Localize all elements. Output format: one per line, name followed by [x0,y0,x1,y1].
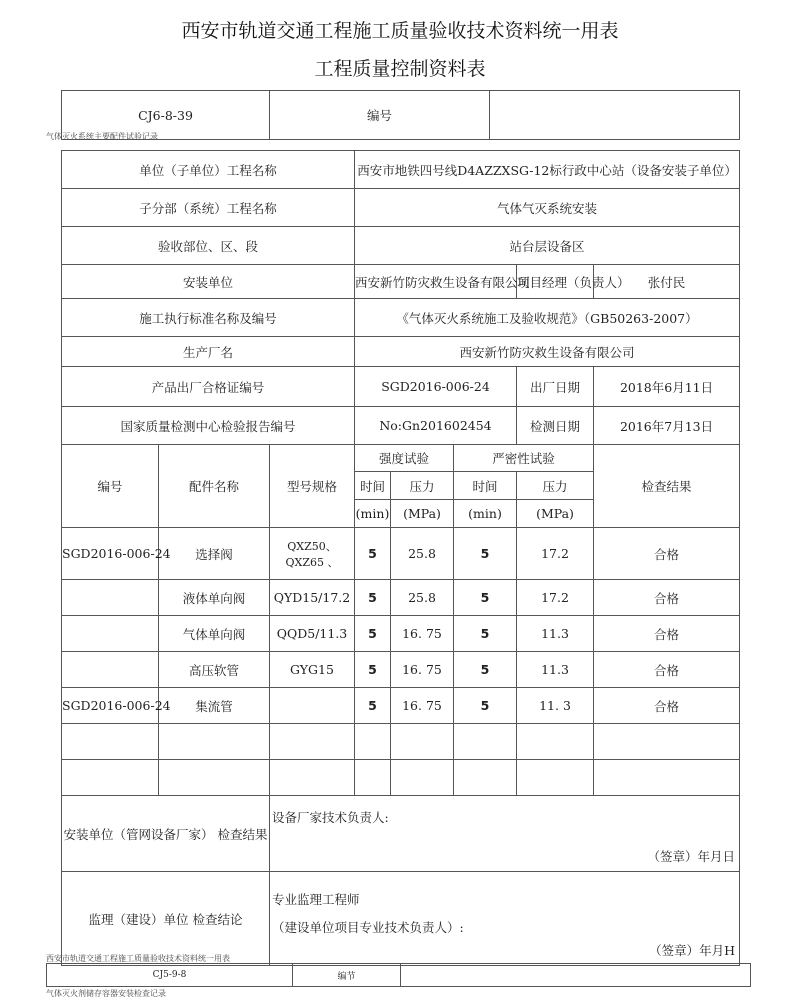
strength-pressure-header: 压力 [391,472,454,500]
strength-time-unit: (min) [355,500,391,528]
report-value: No:Gn201602454 [355,407,517,445]
table-row [62,528,740,580]
test-date-label: 检测日期 [517,407,594,445]
seal-time-unit: (min) [454,500,517,528]
row-seal-time: 5 [454,688,517,724]
factory-date-label: 出厂日期 [517,367,594,407]
col-result-header: 检查结果 [594,445,740,528]
unit-value: 西安市地铁四号线D4AZZXSG-12标行政中心站（设备安装子单位） [355,151,740,189]
seal-time-header: 时间 [454,472,517,500]
row-name: 选择阀 [159,528,270,580]
header-table [61,90,740,140]
install-unit-label: 安装单位 [62,265,355,299]
project-manager-value: 张付民 [594,265,740,299]
table-row-empty [62,724,740,760]
area-label: 验收部位、区、段 [62,227,355,265]
table-row [62,580,740,616]
row-no [62,616,159,652]
row-name: 液体单向阀 [159,580,270,616]
main-table [61,150,740,966]
form-subtitle: 气体灭火系统主要配件试验记录 [46,132,158,141]
row-strength-time: 5 [355,580,391,616]
certificate-label: 产品出厂合格证编号 [62,367,355,407]
row-seal-time: 5 [454,528,517,580]
seal-test-header: 严密性试验 [454,445,594,472]
table-row-empty [62,760,740,796]
row-name: 集流管 [159,688,270,724]
table-row [62,616,740,652]
row-seal-pressure: 11.3 [517,616,594,652]
footer-number-label: 编节 [293,964,401,987]
standard-value: 《气体灭火系统施工及验收规范》（GB50263-2007） [355,299,740,337]
subsystem-label: 子分部（系统）工程名称 [62,189,355,227]
area-value: 站台层设备区 [355,227,740,265]
row-strength-pressure: 25.8 [391,580,454,616]
standard-label: 施工执行标准名称及编号 [62,299,355,337]
row-seal-time: 5 [454,580,517,616]
unit-label: 单位（子单位）工程名称 [62,151,355,189]
row-strength-pressure: 16. 75 [391,616,454,652]
row-strength-time: 5 [355,688,391,724]
row-model: QYD15/17.2 [270,580,355,616]
owner-tech-lead-label: （建设单位项目专业技术负责人）: [272,920,464,935]
row-no: SGD2016-006-24 [62,528,159,580]
col-name-header: 配件名称 [159,445,270,528]
supervision-engineer-label: 专业监理工程师 [272,892,360,907]
strength-time-header: 时间 [355,472,391,500]
install-check-label: 安装单位（管网设备厂家） 检查结果 [62,796,270,872]
footer-subtitle: 气体灭火剂储存容器安装检查记录 [46,989,166,998]
manufacturer-tech-lead-label: 设备厂家技术负责人: [272,810,389,825]
certificate-value: SGD2016-006-24 [355,367,517,407]
document-title: 西安市轨道交通工程施工质量验收技术资料统一用表 [181,20,619,42]
row-strength-time: 5 [355,616,391,652]
row-model: QXZ50、 QXZ65 、 [270,528,355,580]
row-model: QQD5/11.3 [270,616,355,652]
install-check-signature [270,796,740,872]
col-no-header: 编号 [62,445,159,528]
table-row [62,688,740,724]
row-result: 合格 [594,580,740,616]
number-label: 编号 [270,91,490,140]
row-strength-time: 5 [355,528,391,580]
row-seal-pressure: 17.2 [517,528,594,580]
row-result: 合格 [594,688,740,724]
install-check-date: （签章）年月日 [647,849,736,864]
row-strength-pressure: 16. 75 [391,688,454,724]
form-code: CJ6-8-39 [62,91,270,140]
col-model-header: 型号规格 [270,445,355,528]
install-unit-value: 西安新竹防灾救生设备有限公司 [355,265,517,299]
row-no: SGD2016-006-24 [62,688,159,724]
manufacturer-value: 西安新竹防灾救生设备有限公司 [355,337,740,367]
row-strength-pressure: 25.8 [391,528,454,580]
number-value [490,91,740,140]
footer-table [46,963,751,987]
factory-date-value: 2018年6月11日 [594,367,740,407]
row-result: 合格 [594,528,740,580]
strength-test-header: 强度试验 [355,445,454,472]
row-result: 合格 [594,652,740,688]
strength-pressure-unit: (MPa) [391,500,454,528]
footer-code: CJ5-9-8 [47,964,293,987]
row-seal-pressure: 11.3 [517,652,594,688]
row-name: 气体单向阀 [159,616,270,652]
seal-pressure-unit: (MPa) [517,500,594,528]
project-manager-label: 项目经理（负责人） [517,265,594,299]
footer-note: 西安市轨道交通工程施工质量验收技术资料统一用表 [46,954,230,963]
report-label: 国家质量检测中心检验报告编号 [62,407,355,445]
test-date-value: 2016年7月13日 [594,407,740,445]
row-strength-time: 5 [355,652,391,688]
row-seal-pressure: 11. 3 [517,688,594,724]
row-model: GYG15 [270,652,355,688]
row-result: 合格 [594,616,740,652]
supervision-date: （签章）年月H [649,943,736,958]
row-no [62,652,159,688]
supervision-signature [270,872,740,966]
subsystem-value: 气体气灭系统安装 [355,189,740,227]
row-model [270,688,355,724]
form-title: 工程质量控制资料表 [314,58,486,80]
manufacturer-label: 生产厂名 [62,337,355,367]
supervision-label: 监理（建设）单位 检查结论 [62,872,270,966]
row-no [62,580,159,616]
row-seal-time: 5 [454,616,517,652]
row-strength-pressure: 16. 75 [391,652,454,688]
table-row [62,652,740,688]
row-name: 高压软管 [159,652,270,688]
row-seal-time: 5 [454,652,517,688]
seal-pressure-header: 压力 [517,472,594,500]
row-seal-pressure: 17.2 [517,580,594,616]
